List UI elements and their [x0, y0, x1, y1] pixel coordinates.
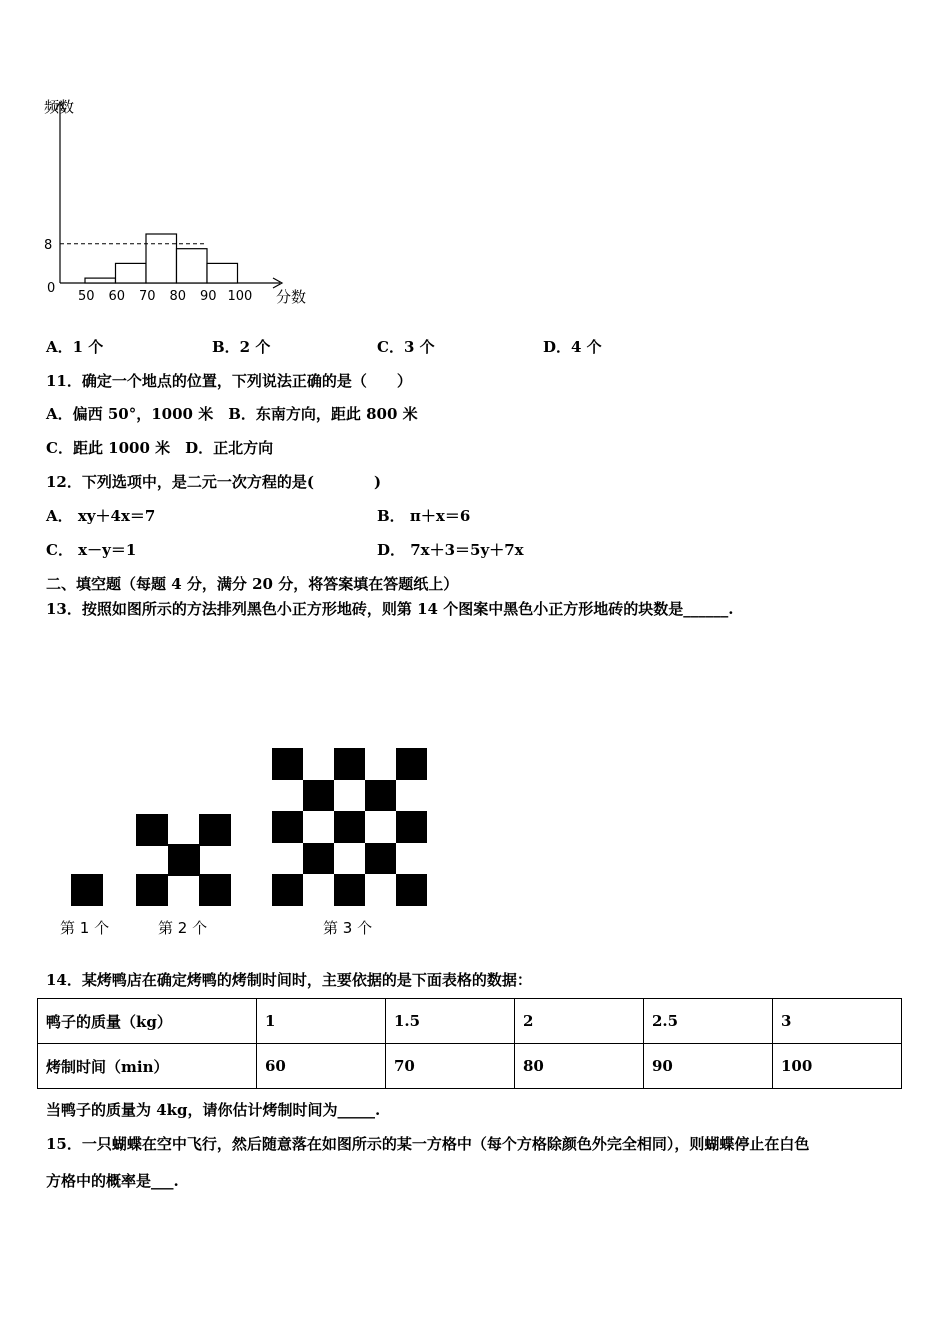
black-tile [334, 874, 365, 906]
pattern-label-3: 第 3 个 [323, 919, 373, 937]
black-tile [136, 814, 168, 846]
black-tile [71, 874, 103, 906]
black-tile [396, 811, 427, 843]
q11-stem: 11．确定一个地点的位置，下列说法正确的是（ ） [46, 372, 412, 390]
black-tile [334, 811, 365, 843]
q15-line2: 方格中的概率是___. [46, 1172, 179, 1190]
table-cell: 90 [644, 1044, 773, 1089]
black-tile [365, 780, 396, 811]
y-tick-label: 0 [47, 281, 56, 296]
x-tick-label: 70 [139, 289, 156, 304]
histogram-bar [177, 249, 208, 283]
black-tile [168, 844, 200, 876]
table-cell: 3 [773, 999, 902, 1044]
q12-option-b: B． π＋x＝6 [377, 507, 471, 525]
tile-pattern-figure [40, 740, 460, 950]
table-cell: 2 [515, 999, 644, 1044]
black-tile [334, 748, 365, 780]
histogram-bar [207, 263, 238, 283]
q12-option-a: A． xy＋4x＝7 [46, 507, 156, 525]
q11-options-line1: A．偏西 50°，1000 米 B．东南方向，距此 800 米 [46, 405, 418, 423]
black-tile [303, 780, 334, 811]
x-tick-label: 90 [200, 289, 217, 304]
table-cell: 60 [257, 1044, 386, 1089]
black-tile [365, 843, 396, 874]
table-cell: 70 [386, 1044, 515, 1089]
table-cell: 100 [773, 1044, 902, 1089]
pattern-2 [136, 814, 231, 906]
table-cell: 2.5 [644, 999, 773, 1044]
black-tile [396, 748, 427, 780]
histogram-bar [146, 234, 177, 283]
black-tile [272, 748, 303, 780]
q13-stem: 13．按照如图所示的方法排列黑色小正方形地砖，则第 14 个图案中黑色小正方形地砖的块数是______. [46, 600, 734, 618]
table-cell: 1.5 [386, 999, 515, 1044]
black-tile [199, 874, 231, 906]
q11-options-line2: C．距此 1000 米 D．正北方向 [46, 439, 274, 457]
pattern-label-1: 第 1 个 [60, 919, 110, 937]
histogram-chart [30, 90, 330, 320]
q12-option-d: D． 7x＋3＝5y＋7x [377, 541, 524, 559]
x-axis-label: 分数 [276, 288, 307, 306]
x-tick-label: 80 [169, 289, 187, 304]
pattern-3 [272, 748, 427, 906]
black-tile [199, 814, 231, 846]
q10-option-a: A．1 个 [46, 338, 104, 356]
x-tick-label: 60 [108, 289, 126, 304]
q14-stem: 14．某烤鸭店在确定烤鸭的烤制时间时，主要依据的是下面表格的数据： [46, 971, 532, 989]
black-tile [136, 874, 168, 906]
y-axis-label: 频数 [44, 98, 75, 116]
q12-stem: 12．下列选项中，是二元一次方程的是( ) [46, 473, 382, 491]
x-tick-label: 50 [78, 289, 95, 304]
y-tick-label: 8 [44, 237, 53, 253]
q10-option-b: B．2 个 [212, 338, 271, 356]
histogram-bar [116, 263, 147, 283]
pattern-label-2: 第 2 个 [158, 919, 208, 937]
table-cell: 1 [257, 999, 386, 1044]
q12-option-c: C． x－y＝1 [46, 541, 137, 559]
table-header-cell: 烤制时间（min） [38, 1044, 257, 1089]
table-row [38, 999, 902, 1044]
q10-option-d: D．4 个 [543, 338, 602, 356]
black-tile [272, 811, 303, 843]
duck-data-table [37, 998, 902, 1089]
section-heading: 二、填空题（每题 4 分，满分 20 分，将答案填在答题纸上） [46, 575, 459, 593]
black-tile [396, 874, 427, 906]
q15-line1: 15．一只蝴蝶在空中飞行，然后随意落在如图所示的某一方格中（每个方格除颜色外完全相同），则蝴蝶停止在白色 [46, 1135, 810, 1153]
table-cell: 80 [515, 1044, 644, 1089]
histogram-bar [85, 278, 116, 283]
table-row [38, 1044, 902, 1089]
black-tile [303, 843, 334, 874]
q14-followup: 当鸭子的质量为 4kg，请你估计烤制时间为_____. [46, 1101, 381, 1119]
table-header-cell: 鸭子的质量（kg） [38, 999, 257, 1044]
q10-option-c: C．3 个 [377, 338, 435, 356]
x-tick-label: 100 [227, 289, 253, 304]
black-tile [272, 874, 303, 906]
